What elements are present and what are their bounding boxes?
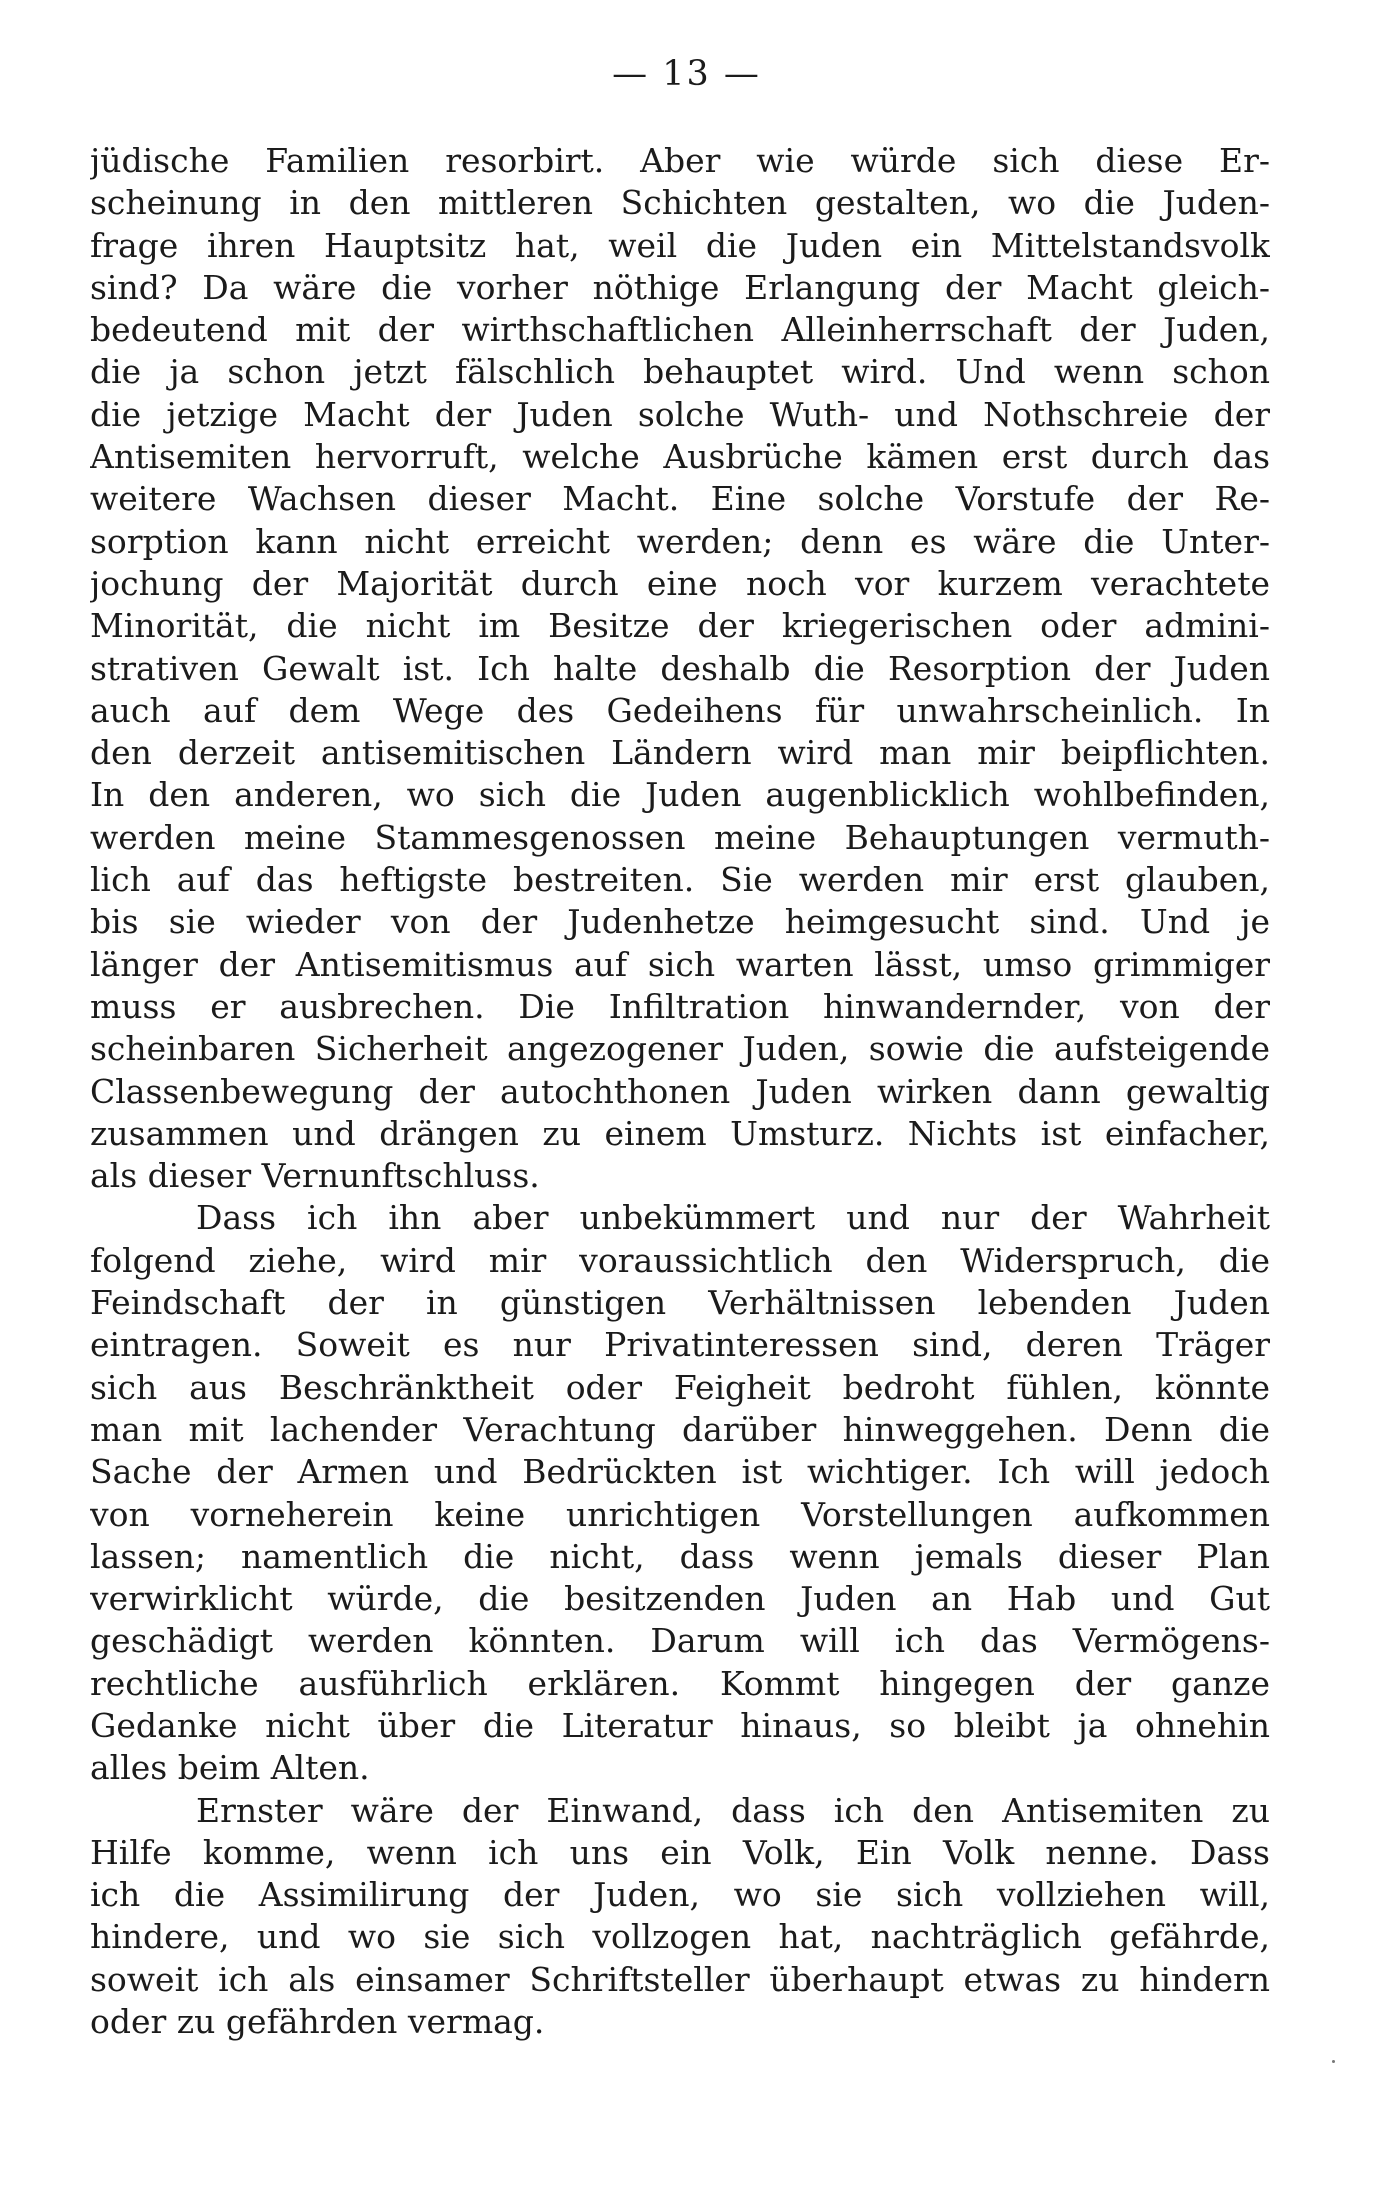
text-line: ich die Assimilirung der Juden, wo sie sich vollziehen will, <box>90 1875 1270 1915</box>
text-line: sorption kann nicht erreicht werden; denn es wäre die Unter- <box>90 521 1270 561</box>
text-line: frage ihren Hauptsitz hat, weil die Juden ein Mittelstandsvolk <box>90 225 1270 265</box>
text-line: geschädigt werden könnten. Darum will ich das Vermögens- <box>90 1621 1270 1661</box>
text-line: auch auf dem Wege des Gedeihens für unwahrscheinlich. In <box>90 690 1270 730</box>
text-line: Antisemiten hervorruft, welche Ausbrüche kämen erst durch das <box>90 437 1270 477</box>
text-line: alles beim Alten. <box>90 1748 370 1788</box>
paragraph-first-line: Ernster wäre der Einwand, dass ich den Antisemiten zu <box>196 1790 1270 1830</box>
text-line: jüdische Familien resorbirt. Aber wie würde sich diese Er- <box>90 141 1270 180</box>
text-line: werden meine Stammesgenossen meine Behauptungen vermuth- <box>90 817 1270 857</box>
text-line: scheinbaren Sicherheit angezogener Juden, sowie die aufsteigende <box>90 1029 1270 1069</box>
text-line: oder zu gefährden vermag. <box>90 2002 545 2042</box>
text-line: eintragen. Soweit es nur Privatinteressen sind, deren Träger <box>90 1325 1270 1365</box>
text-line: zusammen und drängen zu einem Umsturz. Nichts ist einfacher, <box>90 1113 1270 1153</box>
text-line: weitere Wachsen dieser Macht. Eine solche Vorstufe der Re- <box>90 479 1270 519</box>
text-line: lassen; namentlich die nicht, dass wenn jemals dieser Plan <box>90 1536 1270 1576</box>
page-number: — 13 — <box>612 54 761 94</box>
text-line: die jetzige Macht der Juden solche Wuth- und Nothschreie der <box>90 394 1270 434</box>
body-text <box>90 140 1270 2043</box>
text-line: die ja schon jetzt fälschlich behauptet wird. Und wenn schon <box>90 352 1270 392</box>
text-line: rechtliche ausführlich erklären. Kommt hingegen der ganze <box>90 1663 1270 1703</box>
text-line: bedeutend mit der wirthschaftlichen Alleinherrschaft der Juden, <box>90 310 1270 350</box>
text-line: man mit lachender Verachtung darüber hinweggehen. Denn die <box>90 1409 1270 1449</box>
text-line: sind? Da wäre die vorher nöthige Erlangung der Macht gleich- <box>90 267 1270 307</box>
print-speck <box>1332 2060 1335 2063</box>
text-line: sich aus Beschränktheit oder Feigheit bedroht fühlen, könnte <box>90 1367 1270 1407</box>
text-line: jochung der Majorität durch eine noch vor kurzem verachtete <box>90 563 1270 603</box>
text-line: länger der Antisemitismus auf sich warten lässt, umso grimmiger <box>90 944 1270 984</box>
text-line: lich auf das heftigste bestreiten. Sie werden mir erst glauben, <box>90 860 1270 900</box>
text-line: hindere, und wo sie sich vollzogen hat, nachträglich gefährde, <box>90 1917 1270 1957</box>
paragraph-first-line: Dass ich ihn aber unbekümmert und nur der Wahrheit <box>196 1198 1270 1238</box>
text-line: In den anderen, wo sich die Juden augenblicklich wohlbefinden, <box>90 775 1270 815</box>
text-line: als dieser Vernunftschluss. <box>90 1156 540 1196</box>
text-line: Gedanke nicht über die Literatur hinaus, so bleibt ja ohnehin <box>90 1705 1270 1745</box>
text-line: scheinung in den mittleren Schichten gestalten, wo die Juden- <box>90 183 1270 223</box>
text-line: strativen Gewalt ist. Ich halte deshalb die Resorption der Juden <box>90 648 1270 688</box>
text-line: muss er ausbrechen. Die Infiltration hinwandernder, von der <box>90 986 1270 1026</box>
text-line: Minorität, die nicht im Besitze der kriegerischen oder admini- <box>90 606 1270 646</box>
text-line: bis sie wieder von der Judenhetze heimgesucht sind. Und je <box>90 902 1270 942</box>
text-line: Classenbewegung der autochthonen Juden wirken dann gewaltig <box>90 1071 1270 1111</box>
text-line: Hilfe komme, wenn ich uns ein Volk, Ein Volk nenne. Dass <box>90 1832 1270 1872</box>
text-line: soweit ich als einsamer Schriftsteller überhaupt etwas zu hindern <box>90 1959 1270 1999</box>
text-line: Sache der Armen und Bedrückten ist wichtiger. Ich will jedoch <box>90 1452 1270 1492</box>
text-line: den derzeit antisemitischen Ländern wird man mir beipflichten. <box>90 733 1270 773</box>
text-line: Feindschaft der in günstigen Verhältnissen lebenden Juden <box>90 1283 1270 1323</box>
text-line: von vorneherein keine unrichtigen Vorstellungen aufkommen <box>90 1494 1270 1534</box>
text-line: verwirklicht würde, die besitzenden Juden an Hab und Gut <box>90 1579 1270 1619</box>
text-line: folgend ziehe, wird mir voraussichtlich den Widerspruch, die <box>90 1240 1270 1280</box>
